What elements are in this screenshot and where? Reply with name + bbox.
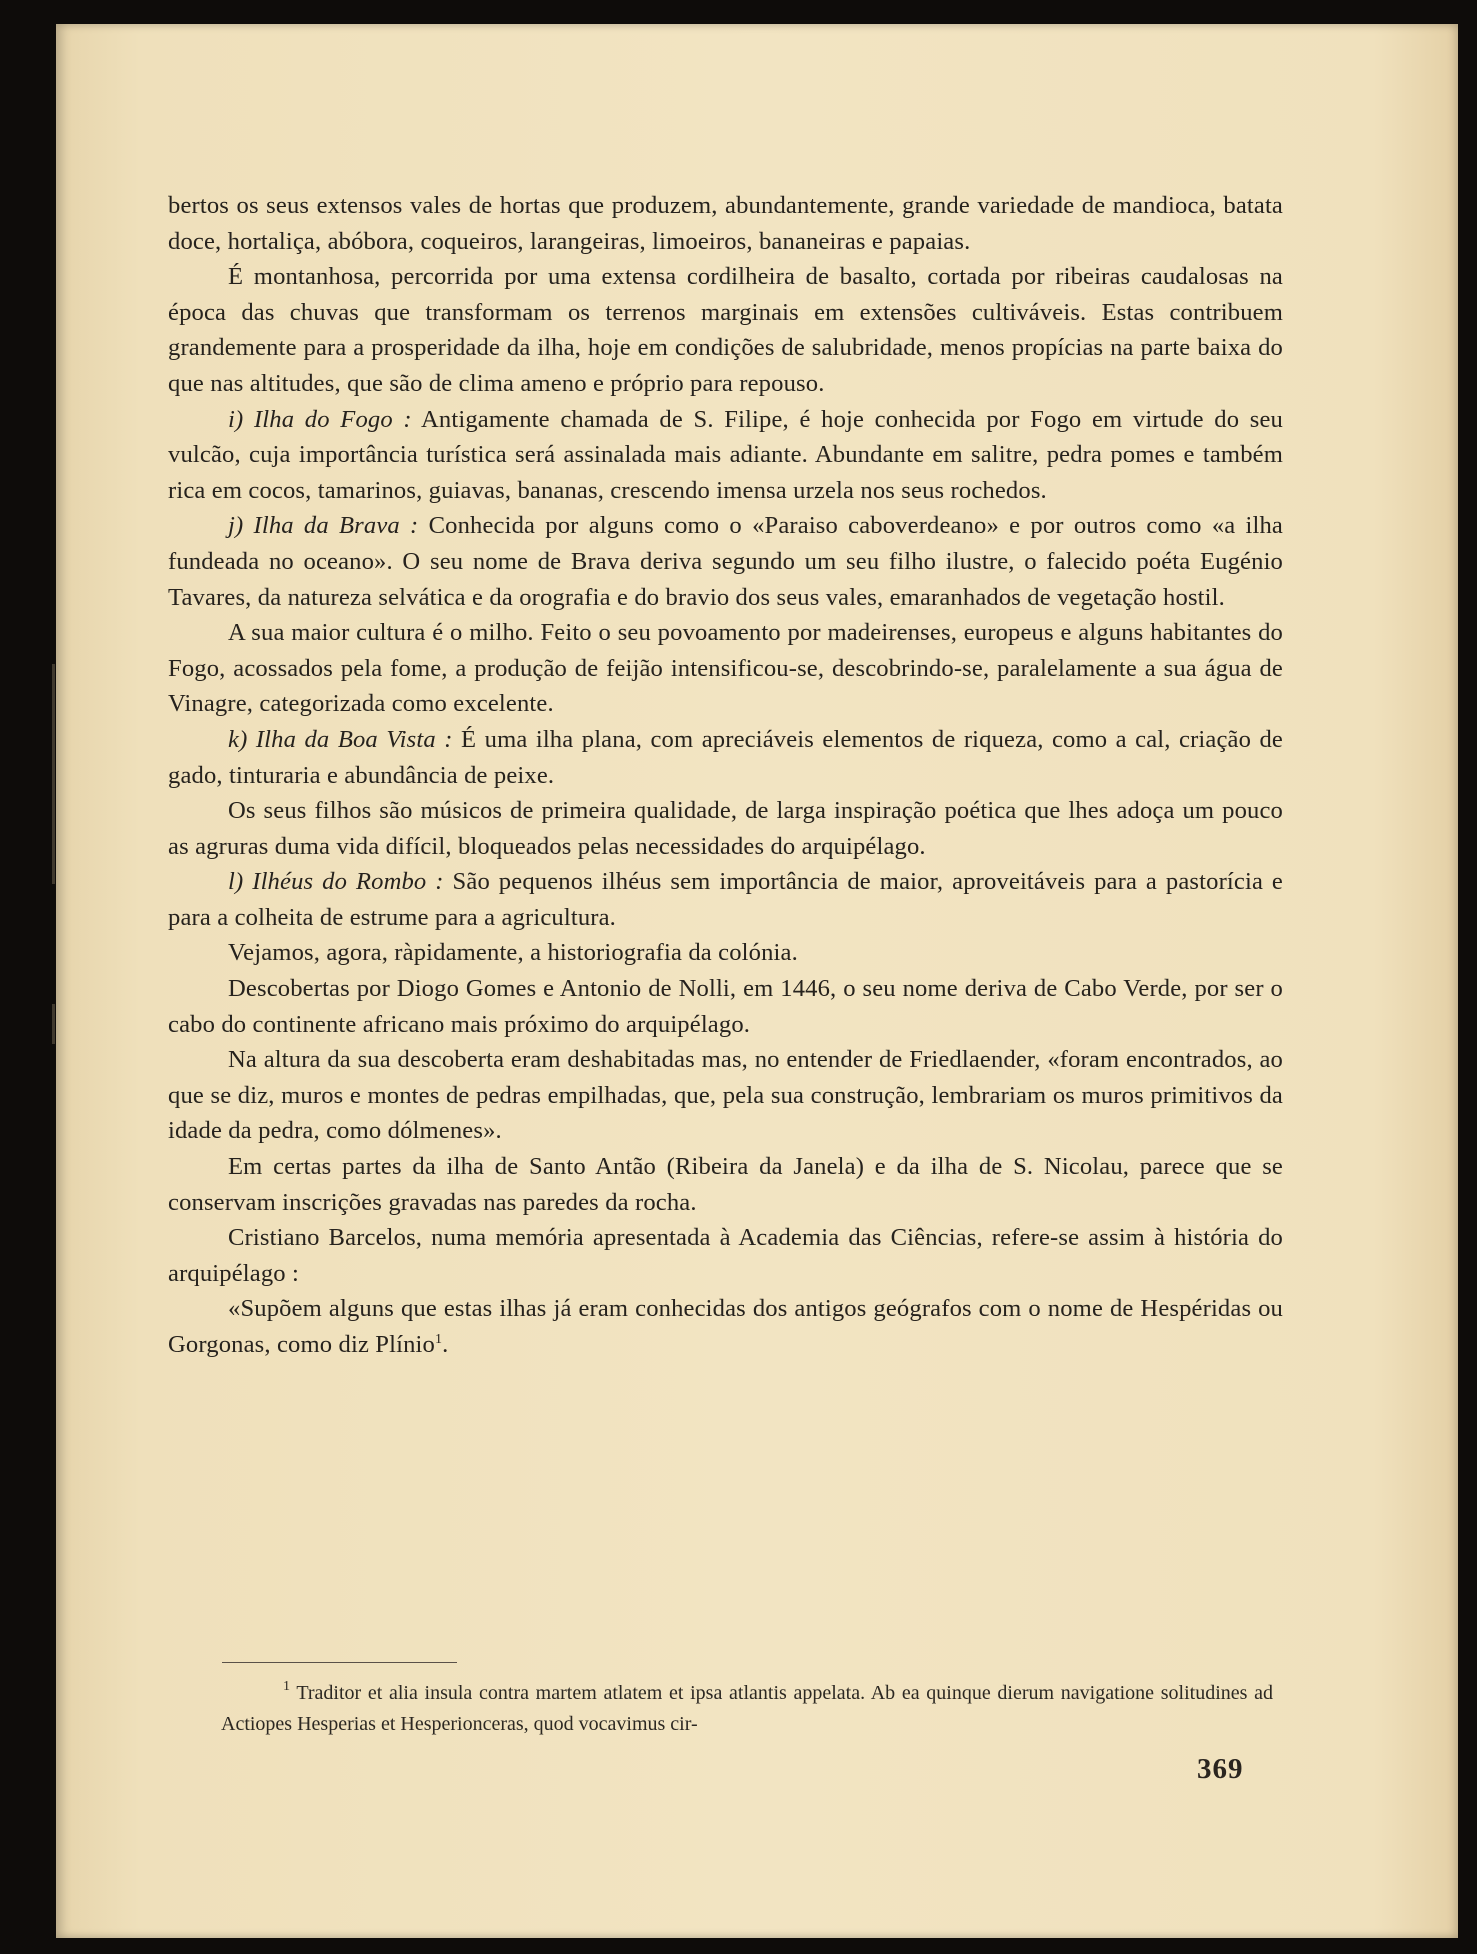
paragraph: [168, 188, 1283, 259]
paragraph: [168, 722, 1283, 793]
section-heading: l) Ilhéus do Rombo :: [228, 868, 444, 896]
paragraph: [168, 1220, 1283, 1291]
section-heading: i) Ilha do Fogo :: [228, 405, 412, 433]
paragraph-text: Os seus filhos são músicos de primeira qualidade, de larga inspiração poética que lhes adoça um pouco as agruras duma vida difícil, bloqueados pelas necessidades do arquipélago.: [168, 797, 1283, 860]
footnote: [221, 1678, 1273, 1740]
paragraph-text: São pequenos ilhéus sem importância de maior, aproveitáveis para a pastorícia e para a colheita de estrume para a agricultura.: [168, 868, 1283, 931]
paragraph-text: Em certas partes da ilha de Santo Antão (Ribeira da Janela) e da ilha de S. Nicolau, parece que se conservam inscrições gravadas nas paredes da rocha.: [168, 1153, 1283, 1216]
paragraph: [168, 508, 1283, 615]
paragraph-text: Conhecida por alguns como o «Paraiso caboverdeano» e por outros como «a ilha fundeada no oceano». O seu nome de Brava deriva segundo um seu filho ilustre, o falecido poéta Eugénio Tavares, da natureza selvática e da orografia e do bravio dos seus vales, emaranhados de vegetação hostil.: [168, 512, 1283, 611]
page-edge-mark: [52, 664, 55, 884]
paragraph-text: É uma ilha plana, com apreciáveis elementos de riqueza, como a cal, criação de gado, tinturaria e abundância de peixe.: [168, 725, 1283, 789]
paragraph-text: Cristiano Barcelos, numa memória apresentada à Academia das Ciências, refere-se assim à história do arquipélago :: [168, 1224, 1283, 1287]
paragraph: [168, 615, 1283, 722]
paragraph-text: Na altura da sua descoberta eram deshabitadas mas, no entender de Friedlaender, «foram encontrados, ao que se diz, muros e montes de pedras empilhadas, que, pela sua construção, lembrariam os muros primitivos da idade da pedra, como dólmenes».: [168, 1046, 1283, 1145]
paragraph-text: .: [442, 1331, 449, 1358]
section-heading: j) Ilha da Brava :: [228, 512, 419, 540]
footnote-divider: [222, 1662, 457, 1663]
page-number: 369: [1197, 1753, 1244, 1785]
footnote-text: Traditor et alia insula contra martem atlatem et ipsa atlantis appelata. Ab ea quinque dierum navigatione solitudines ad Actiopes Hesperias et Hesperionceras, quod vocavimus cir-: [221, 1682, 1273, 1735]
footnote-reference: 1: [434, 1332, 443, 1347]
page-edge-mark: [52, 1004, 55, 1044]
paragraph: [168, 1291, 1283, 1362]
body-text: [168, 188, 1283, 1363]
paragraph-text: Antigamente chamada de S. Filipe, é hoje conhecida por Fogo em virtude do seu vulcão, cuja importância turística será assinalada mais adiante. Abundante em salitre, pedra pomes e também rica em cocos, tamarinos, guiavas, bananas, crescendo imensa urzela nos seus rochedos.: [168, 405, 1284, 504]
paragraph: [168, 259, 1283, 401]
section-heading: k) Ilha da Boa Vista :: [228, 725, 453, 753]
paragraph-text: É montanhosa, percorrida por uma extensa cordilheira de basalto, cortada por ribeiras caudalosas na época das chuvas que transformam os terrenos marginais em extensões cultiváveis. Estas contribuem grandemente para a prosperidade da ilha, hoje em condições de salubridade, menos propícias na parte baixa do que nas altitudes, que são de clima ameno e próprio para repouso.: [168, 263, 1283, 397]
paragraph: [168, 793, 1283, 864]
paragraph-text: Descobertas por Diogo Gomes e Antonio de Nolli, em 1446, o seu nome deriva de Cabo Verde, por ser o cabo do continente africano mais próximo do arquipélago.: [168, 975, 1283, 1038]
paragraph: [168, 1149, 1283, 1220]
paragraph: [168, 864, 1283, 935]
paragraph: [168, 935, 1283, 971]
paragraph-text: bertos os seus extensos vales de hortas que produzem, abundantemente, grande variedade de mandioca, batata doce, hortaliça, abóbora, coqueiros, larangeiras, limoeiros, bananeiras e papaias.: [168, 192, 1283, 255]
footnote-marker: 1: [283, 1679, 290, 1694]
paragraph: [168, 1042, 1283, 1149]
paragraph-text: Vejamos, agora, ràpidamente, a historiografia da colónia.: [228, 939, 798, 967]
paragraph-text: «Supõem alguns que estas ilhas já eram conhecidas dos antigos geógrafos com o nome de Hespéridas ou Gorgonas, como diz Plínio: [168, 1295, 1283, 1358]
paragraph-text: A sua maior cultura é o milho. Feito o seu povoamento por madeirenses, europeus e alguns habitantes do Fogo, acossados pela fome, a produção de feijão intensificou-se, descobrindo-se, paralelamente a sua água de Vinagre, categorizada como excelente.: [168, 619, 1283, 718]
paragraph: [168, 971, 1283, 1042]
paragraph: [168, 402, 1283, 509]
